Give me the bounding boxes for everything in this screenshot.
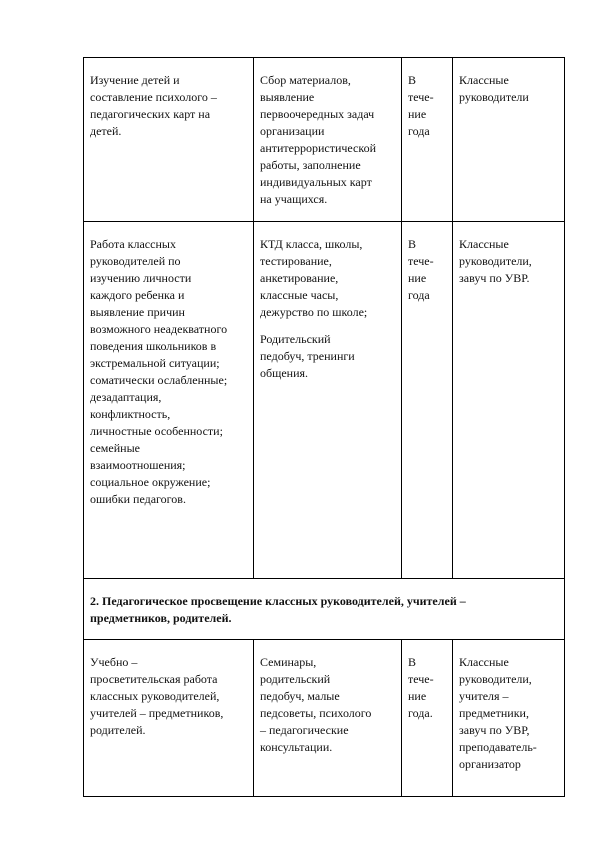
text-line: детей. bbox=[90, 124, 122, 138]
text-line: педсоветы, психолого bbox=[260, 706, 372, 720]
text-line: 2. Педагогическое просвещение классных руководителей, учителей – bbox=[90, 594, 466, 608]
text-line: Родительский bbox=[260, 332, 331, 346]
text-line: организатор bbox=[459, 757, 521, 771]
text-line: ние bbox=[408, 689, 427, 703]
table-row bbox=[84, 222, 565, 579]
text-line: экстремальной ситуации; bbox=[90, 356, 220, 370]
text-line: индивидуальных карт bbox=[260, 175, 372, 189]
text-line: каждого ребенка и bbox=[90, 288, 185, 302]
text-line: социальное окружение; bbox=[90, 475, 211, 489]
term-cell bbox=[402, 640, 453, 797]
text-line: КТД класса, школы, bbox=[260, 237, 363, 251]
table-row bbox=[84, 640, 565, 797]
text-line: Классные bbox=[459, 237, 509, 251]
text-line: соматически ослабленные; bbox=[90, 373, 228, 387]
text-line: выявление причин bbox=[90, 305, 185, 319]
responsible-cell bbox=[453, 640, 565, 797]
text-line: руководители bbox=[459, 90, 529, 104]
text-line: работы, заполнение bbox=[260, 158, 361, 172]
text-line: просветительская работа bbox=[90, 672, 218, 686]
text-line: учителя – bbox=[459, 689, 509, 703]
text-line: педобуч, тренинги bbox=[260, 349, 355, 363]
text-line: Работа классных bbox=[90, 237, 176, 251]
text-line: Классные bbox=[459, 73, 509, 87]
text-line: В bbox=[408, 237, 417, 251]
text-line: тече- bbox=[408, 90, 434, 104]
forms-cell bbox=[254, 222, 402, 579]
text-line: классных руководителей, bbox=[90, 689, 220, 703]
text-line: руководителей по bbox=[90, 254, 181, 268]
text-line: конфликтность, bbox=[90, 407, 171, 421]
text-line: предметники, bbox=[459, 706, 529, 720]
text-line: дезадаптация, bbox=[90, 390, 162, 404]
section-heading-row bbox=[84, 579, 565, 640]
text-line: года. bbox=[408, 706, 433, 720]
text-line: составление психолого – bbox=[90, 90, 217, 104]
forms-paragraph bbox=[260, 236, 395, 321]
text-line: руководители, bbox=[459, 672, 532, 686]
section-heading bbox=[84, 579, 565, 640]
text-line: года bbox=[408, 288, 430, 302]
text-line: ние bbox=[408, 271, 427, 285]
text-line: общения. bbox=[260, 366, 309, 380]
text-line: руководители, bbox=[459, 254, 532, 268]
text-line: организации bbox=[260, 124, 325, 138]
text-line: Сбор материалов, bbox=[260, 73, 351, 87]
forms-cell bbox=[254, 640, 402, 797]
text-line: тече- bbox=[408, 672, 434, 686]
plan-table bbox=[83, 57, 565, 797]
activity-cell bbox=[84, 58, 254, 222]
text-line: на учащихся. bbox=[260, 192, 328, 206]
text-line: Семинары, bbox=[260, 655, 317, 669]
text-line: возможного неадекватного bbox=[90, 322, 228, 336]
forms-cell bbox=[254, 58, 402, 222]
text-line: ние bbox=[408, 107, 427, 121]
text-line: тестирование, bbox=[260, 254, 332, 268]
text-line: В bbox=[408, 655, 417, 669]
term-cell bbox=[402, 58, 453, 222]
text-line: ошибки педагогов. bbox=[90, 492, 186, 506]
text-line: тече- bbox=[408, 254, 434, 268]
text-line: предметников, родителей. bbox=[90, 611, 232, 625]
table-row bbox=[84, 58, 565, 222]
text-line: педагогических карт на bbox=[90, 107, 211, 121]
text-line: Изучение детей и bbox=[90, 73, 180, 87]
text-line: завуч по УВР, bbox=[459, 723, 530, 737]
text-line: Учебно – bbox=[90, 655, 138, 669]
text-line: года bbox=[408, 124, 430, 138]
text-line: завуч по УВР. bbox=[459, 271, 530, 285]
text-line: взаимоотношения; bbox=[90, 458, 186, 472]
text-line: первоочередных задач bbox=[260, 107, 375, 121]
text-line: дежурство по школе; bbox=[260, 305, 368, 319]
text-line: педобуч, малые bbox=[260, 689, 340, 703]
activity-cell bbox=[84, 222, 254, 579]
text-line: учителей – предметников, bbox=[90, 706, 224, 720]
text-line: классные часы, bbox=[260, 288, 339, 302]
text-line: анкетирование, bbox=[260, 271, 339, 285]
text-line: родителей. bbox=[90, 723, 146, 737]
text-line: изучению личности bbox=[90, 271, 192, 285]
text-line: выявление bbox=[260, 90, 315, 104]
text-line: преподаватель- bbox=[459, 740, 537, 754]
text-line: поведения школьников в bbox=[90, 339, 217, 353]
responsible-cell bbox=[453, 222, 565, 579]
responsible-cell bbox=[453, 58, 565, 222]
text-line: В bbox=[408, 73, 417, 87]
text-line: личностные особенности; bbox=[90, 424, 223, 438]
term-cell bbox=[402, 222, 453, 579]
text-line: антитеррористической bbox=[260, 141, 377, 155]
text-line: родительский bbox=[260, 672, 331, 686]
forms-paragraph bbox=[260, 331, 395, 382]
text-line: Классные bbox=[459, 655, 509, 669]
text-line: – педагогические bbox=[260, 723, 349, 737]
activity-cell bbox=[84, 640, 254, 797]
text-line: семейные bbox=[90, 441, 140, 455]
text-line: консультации. bbox=[260, 740, 333, 754]
